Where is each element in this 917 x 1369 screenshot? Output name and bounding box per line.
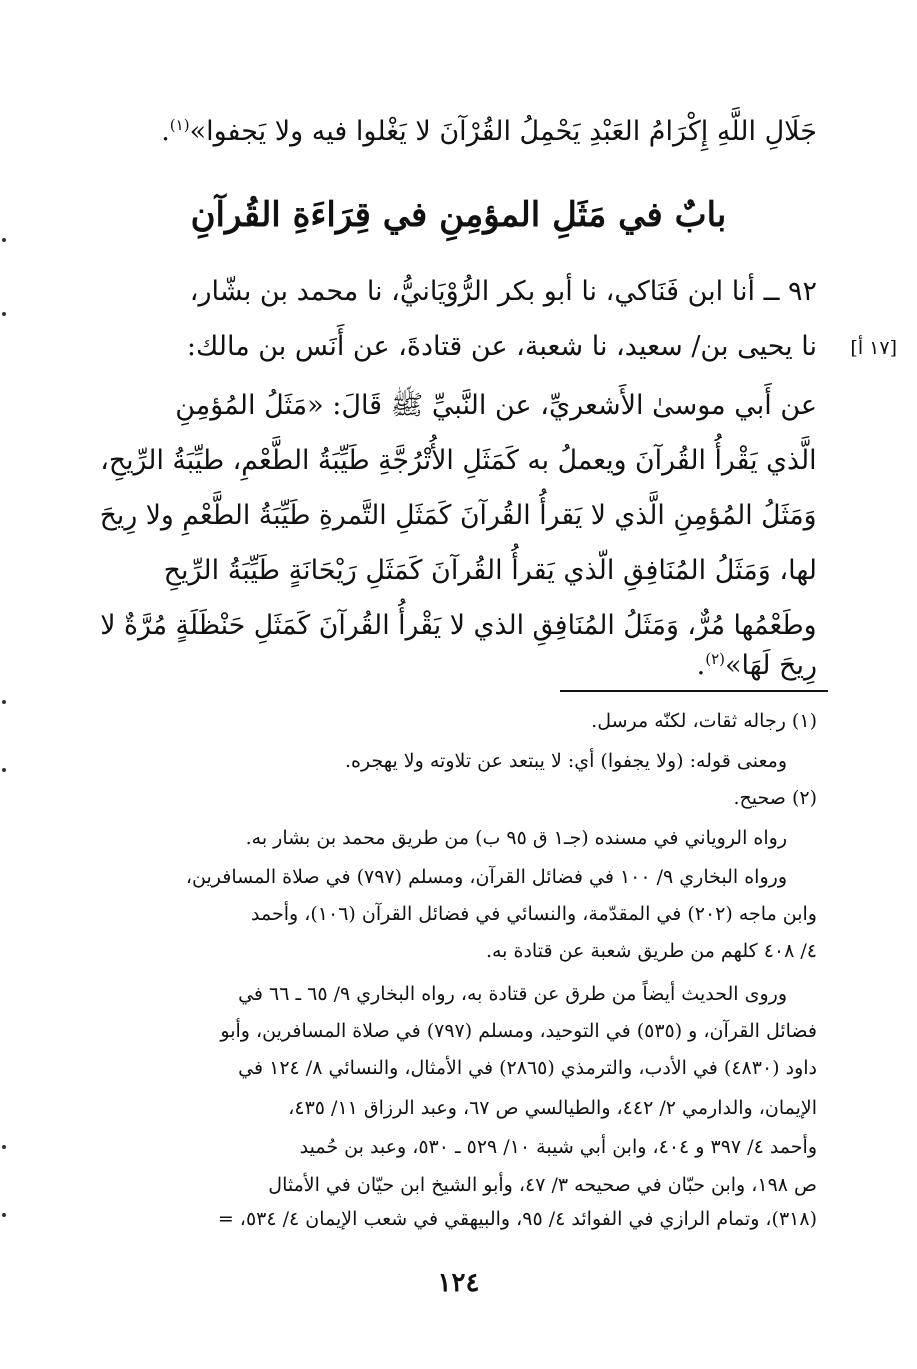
matn-line: الَّذي يَقْرأُ القُرآنَ ويعملُ به كَمَثَلِ الأُتْرُجَّةِ طَيِّبَةُ الطَّعْمِ، طيِّبَةُ الرِّيحِ، xyxy=(100,445,817,476)
matn-final-line xyxy=(697,652,817,679)
footnote-line: فضائل القرآن، و (٥٣٥) في التوحيد، ومسلم (٧٩٧) في صلاة المسافرين، وأبو xyxy=(220,1020,817,1042)
scan-speck xyxy=(2,768,6,772)
isnad-line: نا يحيى بن/ سعيد، نا شعبة، عن قتادةَ، عن أَنَس بن مالك: xyxy=(186,331,817,362)
scan-speck xyxy=(2,700,6,704)
footnote-line: ص ١٩٨، وابن حبّان في صحيحه ٣/ ٤٧، وأبو الشيخ ابن حيّان في الأمثال xyxy=(268,1174,817,1196)
matn-line: عن أَبي موسىٰ الأَشعريِّ، عن النَّبيِّ ﷺ قَالَ: «مَثَلُ المُؤمِنِ xyxy=(175,390,817,421)
footnote-line: وروى الحديث أيضاً من طرق عن قتادة به، رواه البخاري ٩/ ٦٥ ـ ٦٦ في xyxy=(238,983,787,1005)
footnote-ref-1: (١) xyxy=(169,116,190,134)
matn-line: لها، وَمَثَلُ المُنَافِقِ الّذي يَقرأُ القُرآنَ كَمَثَلِ رَيْحَانَةٍ طَيِّبَةُ الرِّيحِ xyxy=(163,555,817,586)
scan-speck xyxy=(2,238,6,242)
footnote-line: ورواه البخاري ٩/ ١٠٠ في فضائل القرآن، ومسلم (٧٩٧) في صلاة المسافرين، xyxy=(185,866,787,888)
matn-line: وطَعْمُها مُرٌّ، وَمَثَلُ المُنَافِقِ الذي لا يَقْرأُ القُرآنَ كَمَثَلِ حَنْظَلَةٍ مُرَّةٌ لا xyxy=(100,610,817,641)
isnad-line: ٩٢ ــ أنا ابن فَنَاكي، نا أبو بكر الرُّوْيَانيُّ، نا محمد بن بشّار، xyxy=(189,276,817,307)
footnote-line: الإيمان، والدارمي ٢/ ٤٤٢، والطيالسي ص ٦٧، وعبد الرزاق ١١/ ٤٣٥، xyxy=(288,1097,817,1119)
footnote-separator xyxy=(560,690,828,692)
footnote-line: داود (٤٨٣٠) في الأدب، والترمذي (٢٨٦٥) في الأمثال، والنسائي ٨/ ١٢٤ في xyxy=(238,1057,817,1079)
footnote-ref-2: (٢) xyxy=(705,650,726,668)
footnote-line: وأحمد ٤/ ٣٩٧ و ٤٠٤، وابن أبي شيبة ١٠/ ٥٢٩ ـ ٥٣٠، وعبد بن حُميد xyxy=(299,1136,817,1158)
footnote-line: وابن ماجه (٢٠٢) في المقدّمة، والنسائي في فضائل القرآن (١٠٦)، وأحمد xyxy=(251,903,817,925)
scan-speck xyxy=(2,312,6,316)
chapter-title: بابٌ في مَثَلِ المؤمِنِ في قِرَاءَةِ القُرآنِ xyxy=(190,195,727,235)
footnote-line: رواه الروياني في مسنده (جـ١ ق ٩٥ ب) من طريق محمد بن بشار به. xyxy=(245,827,787,849)
scan-speck xyxy=(2,1213,6,1217)
intro-line xyxy=(161,118,817,145)
page-number: ١٢٤ xyxy=(437,1268,480,1298)
intro-line-text: جَلَالِ اللَّهِ إِكْرَامُ العَبْدِ يَحْمِلُ القُرْآنَ لا يَغْلوا فيه ولا يَجفوا» xyxy=(189,116,817,147)
folio-marker: [١٧ أ] xyxy=(850,337,897,359)
matn-line: وَمَثَلُ المُؤمِنِ الَّذي لا يَقرأُ القُرآنَ كَمَثَلِ التَّمرةِ طَيِّبَةُ الطَّعْمِ ولا رِيحَ xyxy=(100,500,817,531)
footnote-line: (٢) صحيح. xyxy=(733,787,817,809)
footnote-line: (١) رجاله ثقات، لكنّه مرسل. xyxy=(591,710,817,732)
matn-final-end: . xyxy=(696,650,706,681)
footnote-line: (٣١٨)، وتمام الرازي في الفوائد ٤/ ٩٥، والبيهقي في شعب الإيمان ٤/ ٥٣٤، = xyxy=(217,1208,817,1230)
footnote-line: ومعنى قوله: (ولا يجفوا) أي: لا يبتعد عن تلاوته ولا يهجره. xyxy=(344,750,787,772)
intro-line-end: . xyxy=(161,116,170,147)
matn-final-text: رِيحَ لَهَا» xyxy=(725,650,817,681)
footnote-line: ٤/ ٤٠٨ كلهم من طريق شعبة عن قتادة به. xyxy=(485,940,817,962)
scan-speck xyxy=(2,1145,6,1149)
